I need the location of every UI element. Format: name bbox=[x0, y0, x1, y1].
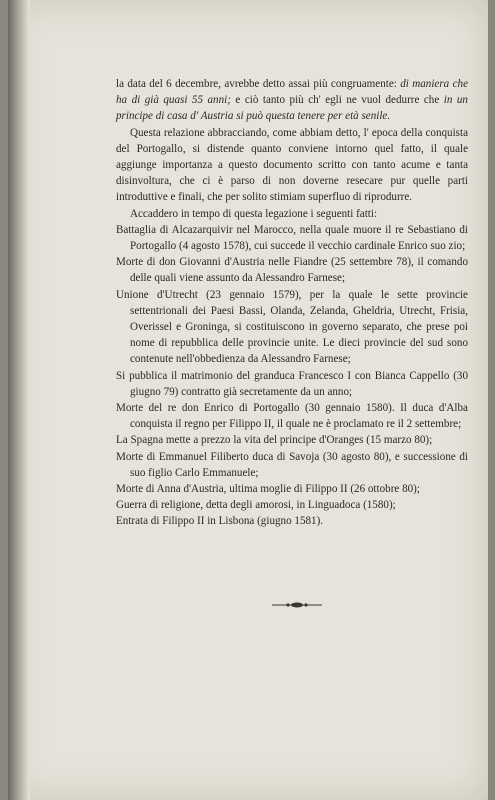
event-item: La Spagna mette a prezzo la vita del principe d'Oranges (15 marzo 80); bbox=[116, 434, 433, 447]
paragraph1-italic-b: in un principe di casa d' Austria si può questa tenere per età senile. bbox=[116, 94, 468, 123]
event-item: Morte di don Giovanni d'Austria nelle Fiandre (25 settembre 78), il comando delle quali viene assunto da Alessandro Farnese; bbox=[116, 256, 468, 285]
event-item: Morte di Emmanuel Filiberto duca di Savoja (30 agosto 80), e successione di suo figlio Carlo Emmanuele; bbox=[116, 450, 468, 479]
event-item: Si pubblica il matrimonio del granduca Francesco I con Bianca Cappello (30 giugno 79) contratto già secretamente da un anno; bbox=[116, 369, 468, 398]
paragraph-continued bbox=[116, 76, 468, 125]
book-page bbox=[8, 0, 488, 800]
event-item: Morte del re don Enrico di Portogallo (30 gennaio 1580). Il duca d'Alba conquista il regno per Filippo II, il quale ne è proclamato re il 2 settembre; bbox=[116, 402, 468, 431]
event-item: Unione d'Utrecht (23 gennaio 1579), per la quale le sette provincie settentrionali dei Paesi Bassi, Olanda, Zelanda, Gheldria, Utrecht, Frisia, Overissel e Groninga, si costituiscono in governo separato, che prese poi nome di repubblica delle provincie unite. Le dieci provincie del sud sono contenute nell'obbedienza da Alessandro Farnese; bbox=[116, 288, 468, 366]
paragraph-relazione: Questa relazione abbracciando, come abbiam detto, l' epoca della conquista del Portogallo, si distende quanto conviene intorno quel fatto, il quale aggiunge importanza a questo documento scritto con tanto acume e tanta disinvoltura, che ci è parso di non doverne resecare pur quelle parti introduttive e finali, che per solito stimiam superfluo di riprodurre. bbox=[116, 126, 468, 204]
paragraph1-italic-a: di maniera che ha di già quasi 55 anni; bbox=[116, 78, 468, 107]
page-gutter-shadow bbox=[8, 0, 30, 800]
event-item: Morte di Anna d'Austria, ultima moglie di Filippo II (26 ottobre 80); bbox=[116, 483, 420, 496]
event-item: Battaglia di Alcazarquivir nel Marocco, nella quale muore il re Sebastiano di Portogallo (4 agosto 1578), cui succede il vecchio cardinale Enrico suo zio; bbox=[116, 223, 468, 253]
end-ornament-icon bbox=[270, 600, 324, 610]
event-item: Guerra di religione, detta degli amorosi, in Linguadoca (1580); bbox=[116, 499, 396, 512]
paragraph1-text-b: e ciò tanto più ch' egli ne vuol dedurre che bbox=[230, 94, 444, 107]
paragraph1-text-a: la data del 6 decembre, avrebbe detto assai più congruamente: bbox=[116, 78, 401, 90]
event-item: Entrata di Filippo II in Lisbona (giugno 1581). bbox=[116, 515, 324, 528]
text-block bbox=[116, 76, 468, 530]
events-intro: Accaddero in tempo di questa legazione i seguenti fatti: bbox=[130, 207, 378, 220]
